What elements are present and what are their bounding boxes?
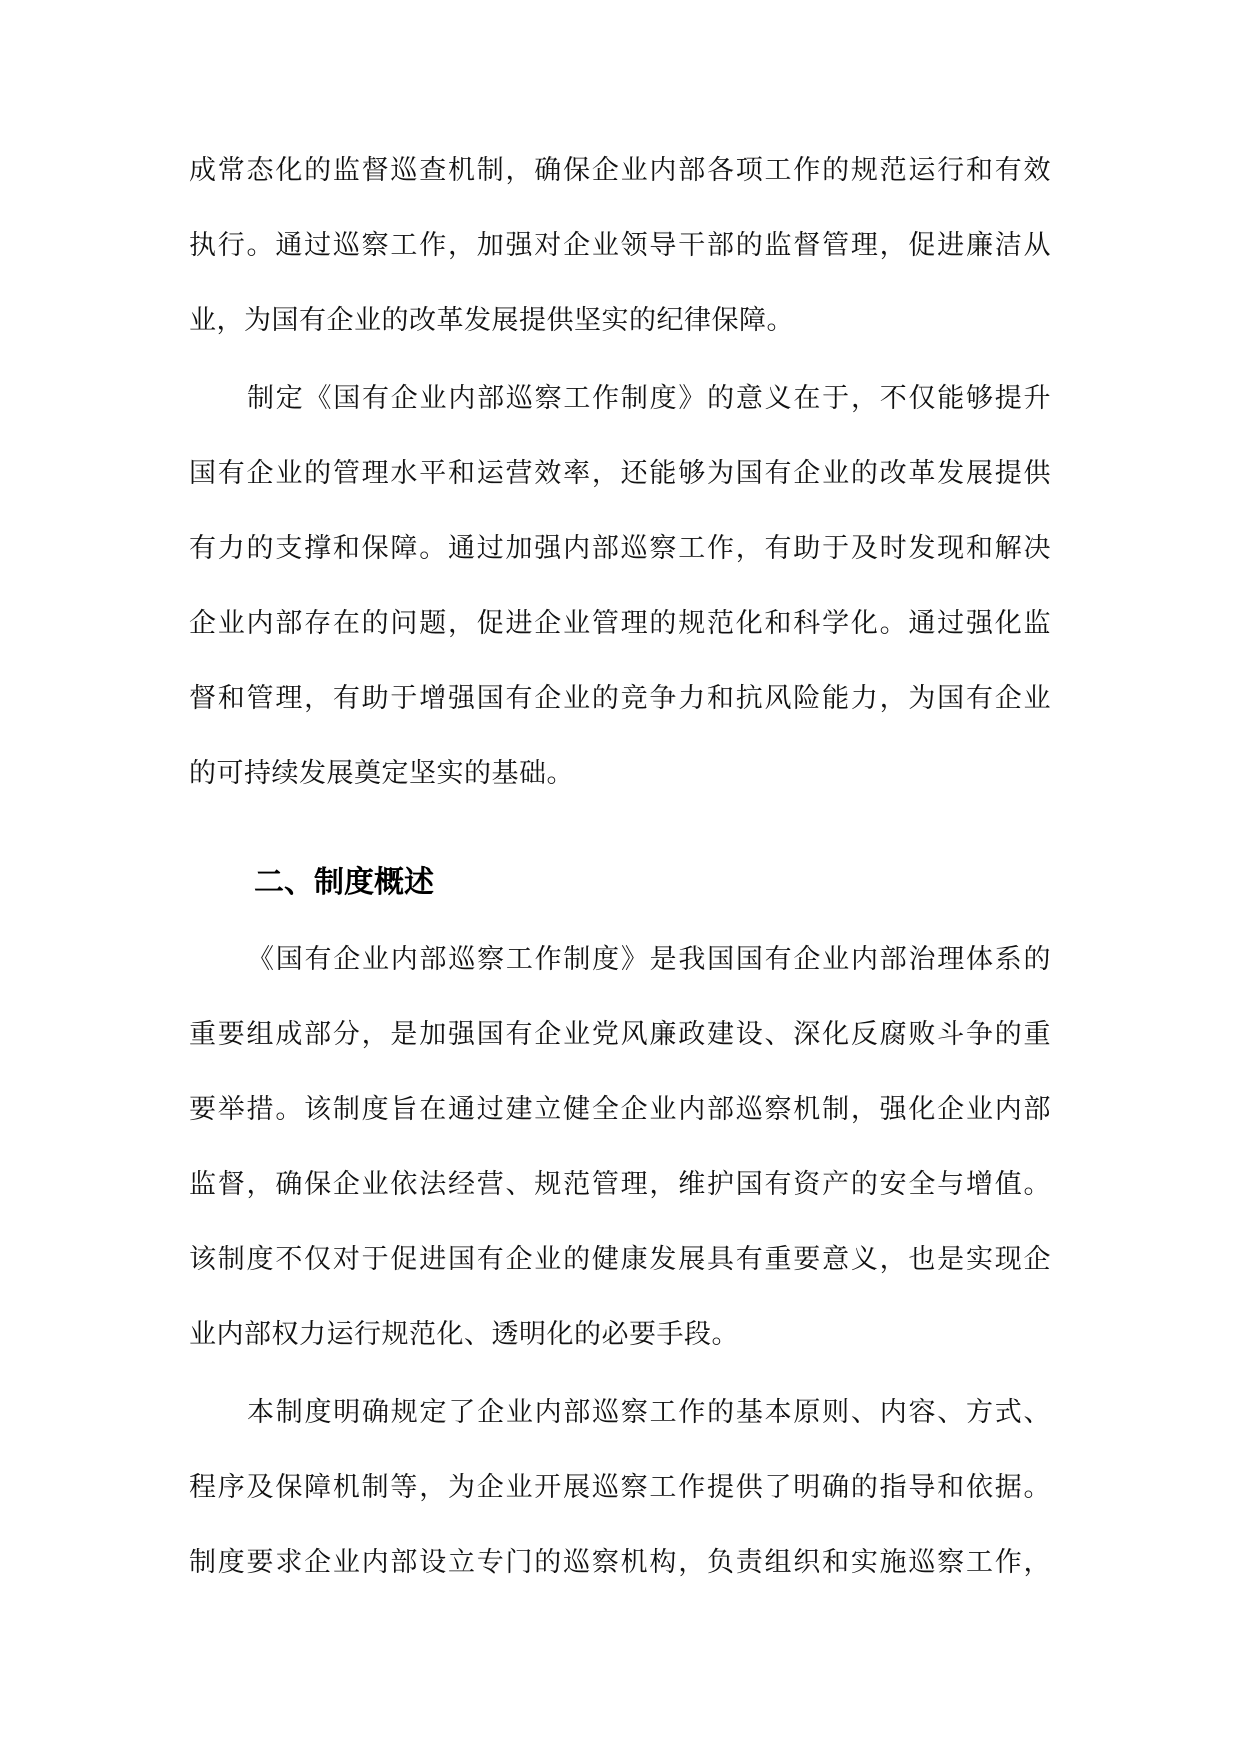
paragraph-4-line-3: 制度要求企业内部设立专门的巡察机构，负责组织和实施巡察工作， — [189, 1547, 1051, 1578]
paragraph-2-line-5: 督和管理，有助于增强国有企业的竞争力和抗风险能力，为国有企业 — [189, 683, 1051, 714]
section-heading: 二、制度概述 — [254, 865, 434, 900]
paragraph-2-line-2: 国有企业的管理水平和运营效率，还能够为国有企业的改革发展提供 — [189, 458, 1051, 489]
paragraph-4-line-1: 本制度明确规定了企业内部巡察工作的基本原则、内容、方式、 — [247, 1397, 1051, 1428]
paragraph-1-line-3: 业，为国有企业的改革发展提供坚实的纪律保障。 — [189, 305, 794, 336]
paragraph-2-line-1: 制定《国有企业内部巡察工作制度》的意义在于，不仅能够提升 — [247, 383, 1051, 414]
paragraph-3-line-3: 要举措。该制度旨在通过建立健全企业内部巡察机制，强化企业内部 — [189, 1094, 1051, 1125]
paragraph-3-line-1: 《国有企业内部巡察工作制度》是我国国有企业内部治理体系的 — [247, 944, 1051, 975]
paragraph-3-line-4: 监督，确保企业依法经营、规范管理，维护国有资产的安全与增值。 — [189, 1169, 1051, 1200]
paragraph-1-line-2: 执行。通过巡察工作，加强对企业领导干部的监督管理，促进廉洁从 — [189, 230, 1051, 261]
paragraph-4-line-2: 程序及保障机制等，为企业开展巡察工作提供了明确的指导和依据。 — [189, 1472, 1051, 1503]
paragraph-2-line-3: 有力的支撑和保障。通过加强内部巡察工作，有助于及时发现和解决 — [189, 533, 1051, 564]
paragraph-3-line-2: 重要组成部分，是加强国有企业党风廉政建设、深化反腐败斗争的重 — [189, 1019, 1051, 1050]
paragraph-1-line-1: 成常态化的监督巡查机制，确保企业内部各项工作的规范运行和有效 — [189, 155, 1051, 186]
paragraph-2-line-4: 企业内部存在的问题，促进企业管理的规范化和科学化。通过强化监 — [189, 608, 1051, 639]
paragraph-3-line-5: 该制度不仅对于促进国有企业的健康发展具有重要意义，也是实现企 — [189, 1244, 1051, 1275]
paragraph-2-line-6: 的可持续发展奠定坚实的基础。 — [189, 758, 574, 789]
paragraph-3-line-6: 业内部权力运行规范化、透明化的必要手段。 — [189, 1319, 739, 1350]
